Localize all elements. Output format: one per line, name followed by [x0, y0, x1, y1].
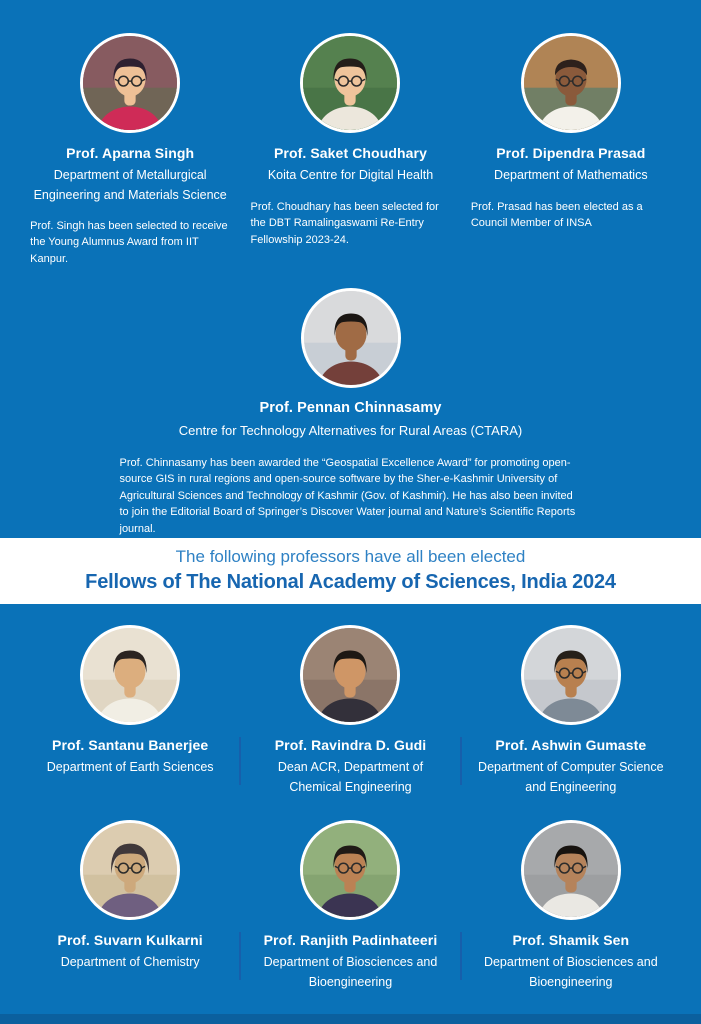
professor-photo — [300, 820, 400, 920]
top-honorees-row — [20, 33, 681, 267]
professor-citation: Prof. Chinnasamy has been awarded the “Geospatial Excellence Award” for promoting open-source GIS in rural regions and open-source software by the Sher-e-Kashmir University of Agricultural Sciences and Technology of Kashmir (Gov. of Kashmir). He has also been invited to join the Editorial Board of Springer’s Discover Water journal and Nature’s Scientific Reports journal. — [119, 456, 576, 535]
professor-affiliation: Department of Computer Science and Engineering — [478, 760, 664, 794]
profile-card — [20, 33, 240, 267]
portrait-illustration — [83, 823, 177, 917]
professor-citation: Prof. Choudhary has been selected for the DBT Ramalingaswami Re-Entry Fellowship 2023-24. — [250, 200, 439, 246]
professor-name: Prof. Ashwin Gumaste — [495, 737, 647, 753]
professor-photo — [80, 625, 180, 725]
profile-card — [20, 625, 240, 797]
footer-accent-bar — [0, 1014, 701, 1024]
professor-citation: Prof. Prasad has been elected as a Council Member of INSA — [470, 200, 643, 230]
professor-affiliation: Department of Metallurgical Engineering and Materials Science — [33, 168, 227, 202]
banner-title: Fellows of The National Academy of Sciences, India 2024 — [85, 570, 616, 593]
professor-name: Prof. Pennan Chinnasamy — [259, 400, 442, 416]
portrait-illustration — [524, 36, 618, 130]
portrait-illustration — [303, 36, 397, 130]
professor-photo — [301, 288, 401, 388]
professor-affiliation: Department of Biosciences and Bioengineering — [483, 955, 658, 989]
profile-card — [20, 820, 240, 992]
professor-photo — [300, 33, 400, 133]
divider — [460, 737, 462, 785]
professor-photo — [521, 625, 621, 725]
professor-name: Prof. Aparna Singh — [66, 145, 195, 161]
divider — [460, 932, 462, 980]
portrait-illustration — [83, 36, 177, 130]
professor-photo — [80, 820, 180, 920]
professor-photo — [300, 625, 400, 725]
profile-card — [461, 625, 681, 797]
profile-card — [461, 820, 681, 992]
fellows-row-2 — [20, 820, 681, 992]
professor-affiliation: Centre for Technology Alternatives for Rural Areas (CTARA) — [178, 422, 523, 438]
profile-card — [240, 33, 460, 267]
fellows-row-1 — [20, 625, 681, 797]
professor-name: Prof. Shamik Sen — [512, 932, 630, 948]
professor-name: Prof. Ranjith Padinhateeri — [263, 932, 438, 948]
professor-name: Prof. Saket Choudhary — [273, 145, 427, 161]
divider — [239, 737, 241, 785]
profile-card — [461, 33, 681, 267]
professor-photo — [521, 33, 621, 133]
professor-photo — [80, 33, 180, 133]
portrait-illustration — [303, 823, 397, 917]
professor-affiliation: Koita Centre for Digital Health — [267, 168, 434, 183]
portrait-illustration — [304, 291, 398, 385]
professor-name: Prof. Suvarn Kulkarni — [57, 932, 203, 948]
professor-name: Prof. Dipendra Prasad — [496, 145, 646, 161]
profile-card — [240, 820, 460, 992]
portrait-illustration — [83, 628, 177, 722]
profile-card — [240, 625, 460, 797]
professor-name: Prof. Ravindra D. Gudi — [274, 737, 427, 753]
professor-citation: Prof. Singh has been selected to receive the Young Alumnus Award from IIT Kanpur. — [30, 219, 228, 265]
divider — [239, 932, 241, 980]
portrait-illustration — [303, 628, 397, 722]
professor-name: Prof. Santanu Banerjee — [52, 737, 209, 753]
professor-affiliation: Department of Earth Sciences — [46, 760, 214, 775]
fellows-announcement-banner — [0, 538, 701, 604]
professor-photo — [521, 820, 621, 920]
professor-affiliation: Department of Mathematics — [494, 168, 648, 183]
portrait-illustration — [524, 823, 618, 917]
professor-affiliation: Department of Chemistry — [60, 955, 200, 970]
professor-affiliation: Department of Biosciences and Bioengineering — [263, 955, 438, 989]
featured-honoree — [0, 288, 701, 537]
banner-subtitle: The following professors have all been elected — [175, 547, 526, 567]
portrait-illustration — [524, 628, 618, 722]
professor-affiliation: Dean ACR, Department of Chemical Engineering — [277, 760, 424, 794]
